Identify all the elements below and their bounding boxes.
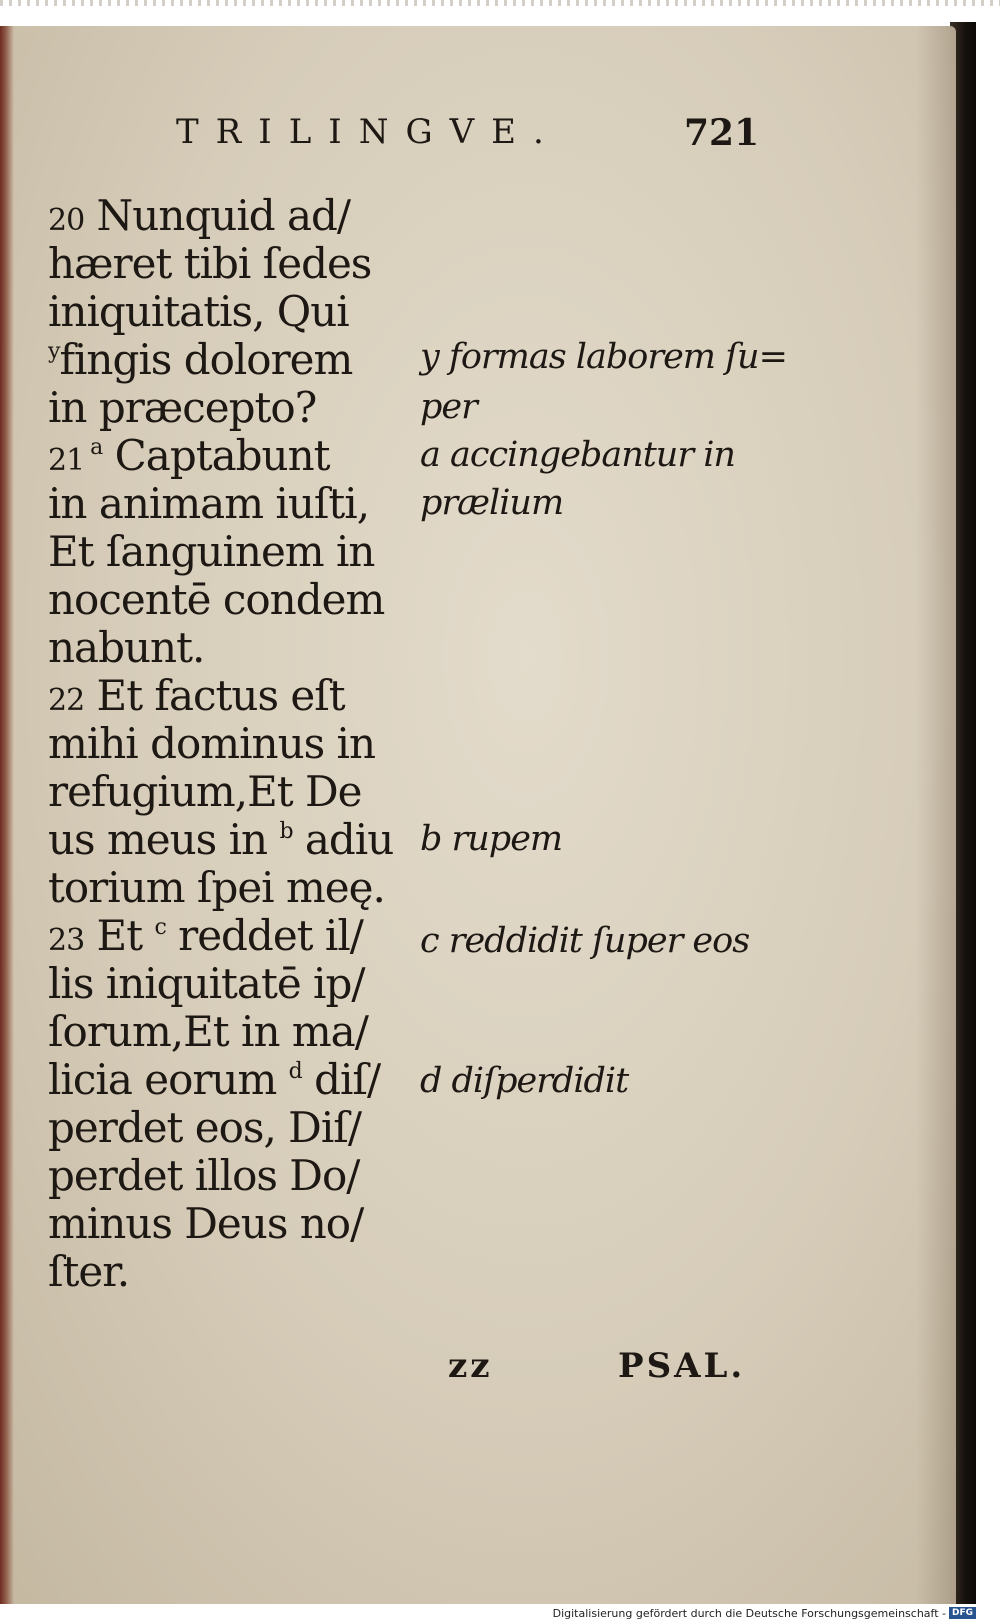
note-d: d diſperdidit	[420, 1061, 629, 1101]
line-text: mihi dominus in	[48, 719, 376, 768]
page-number: 721	[684, 112, 760, 154]
line-text: nabunt.	[48, 623, 205, 672]
note-marker: y	[48, 339, 60, 364]
text-line	[48, 192, 388, 240]
note-marker: b	[279, 819, 293, 844]
line-text: Et ſanguinem in	[48, 527, 375, 576]
line-text: minus Deus no/	[48, 1199, 364, 1248]
catchword: PSAL.	[618, 1346, 746, 1386]
line-text: perdet eos, Diſ/	[48, 1103, 361, 1152]
line-text: Et	[84, 911, 155, 960]
running-title: TRILINGVE.	[176, 112, 561, 152]
text-line	[48, 960, 388, 1008]
line-text: reddet il/	[165, 911, 363, 960]
line-text: iniquitatis, Qui	[48, 287, 349, 336]
book-page	[0, 26, 956, 1604]
note-y-line1: y formas laborem ſu=	[420, 337, 787, 377]
text-line	[48, 720, 388, 768]
line-text: fingis dolorem	[59, 335, 353, 384]
text-line	[48, 240, 388, 288]
line-text: licia eorum	[48, 1055, 289, 1104]
note-c: c reddidit ſuper eos	[420, 921, 750, 961]
text-line	[48, 768, 388, 816]
note-marker: a	[84, 435, 103, 460]
note-a-line1: a accingebantur in	[420, 435, 735, 475]
text-line	[48, 1200, 388, 1248]
note-y-line2: per	[420, 387, 477, 427]
line-text: in animam iuſti,	[48, 479, 370, 528]
text-line	[48, 912, 388, 960]
dfg-logo: DFG	[949, 1607, 976, 1619]
note-marker: c	[154, 915, 166, 940]
line-text: us meus in	[48, 815, 280, 864]
note-a-line2: prælium	[420, 483, 564, 523]
note-marker: d	[288, 1059, 302, 1084]
line-text: ſorum,Et in ma/	[48, 1007, 368, 1056]
text-line	[48, 1248, 388, 1296]
scan-top-strip	[0, 0, 1000, 6]
line-text: in præcepto?	[48, 383, 317, 432]
verse-number: 22	[48, 683, 85, 718]
text-line	[48, 815, 394, 864]
line-text: torium ſpei meę.	[48, 863, 385, 912]
line-text: perdet illos Do/	[48, 1151, 360, 1200]
verse-number: 23	[48, 923, 85, 958]
line-text: Captabunt	[102, 431, 330, 480]
text-line	[48, 432, 388, 480]
note-b: b rupem	[420, 819, 563, 859]
line-text: nocentē condem	[48, 575, 385, 624]
main-text-column	[48, 191, 394, 1296]
digitization-credit: Digitalisierung gefördert durch die Deutsche Forschungsgemeinschaft -	[552, 1607, 946, 1620]
text-line	[48, 336, 388, 384]
text-line	[48, 1104, 388, 1152]
line-text: lis iniquitatē ip/	[48, 959, 365, 1008]
text-line	[48, 864, 388, 912]
text-line	[48, 1008, 388, 1056]
text-line	[48, 384, 388, 432]
line-text: hæret tibi ſedes	[48, 239, 372, 288]
verse-number: 21	[48, 443, 85, 478]
text-line	[48, 1152, 388, 1200]
text-line	[48, 624, 388, 672]
verse-number: 20	[48, 203, 85, 238]
text-line	[48, 480, 388, 528]
text-line	[48, 1056, 388, 1104]
line-text: Et factus eſt	[84, 671, 345, 720]
text-line	[48, 576, 388, 624]
line-text: refugium,Et De	[48, 767, 362, 816]
text-line	[48, 672, 388, 720]
line-text: adiu	[292, 815, 394, 864]
line-text: Nunquid ad/	[84, 191, 351, 240]
text-line	[48, 288, 388, 336]
line-text: ſter.	[48, 1247, 130, 1296]
signature-mark: zz	[448, 1346, 493, 1386]
line-text: diſ/	[301, 1055, 381, 1104]
text-line	[48, 528, 388, 576]
